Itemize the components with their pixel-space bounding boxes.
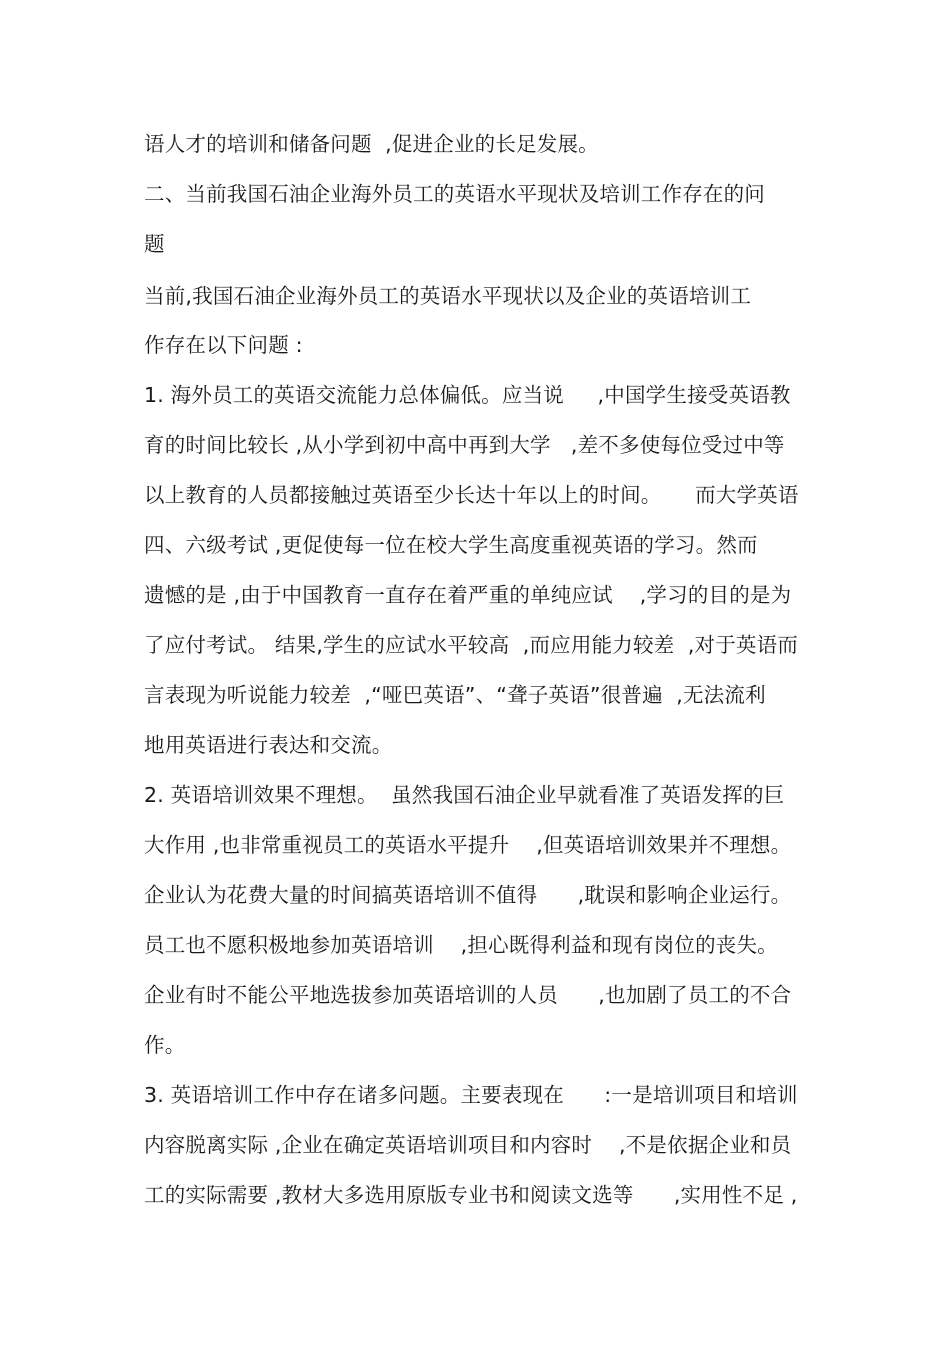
list-item-line: 2. 英语培训效果不理想。 虽然我国石油企业早就看准了英语发挥的巨 bbox=[144, 783, 785, 807]
list-item-line: 1. 海外员工的英语交流能力总体偏低。应当说 ,中国学生接受英语教 bbox=[144, 383, 791, 407]
text-line: 以上教育的人员都接触过英语至少长达十年以上的时间。 而大学英语 bbox=[144, 483, 799, 507]
text-line: 员工也不愿积极地参加英语培训 ,担心既得利益和现有岗位的丧失。 bbox=[144, 933, 778, 957]
text-line: 当前,我国石油企业海外员工的英语水平现状以及企业的英语培训工 bbox=[144, 284, 752, 308]
text-line: 内容脱离实际 ,企业在确定英语培训项目和内容时 ,不是依据企业和员 bbox=[144, 1133, 792, 1157]
text-line: 工的实际需要 ,教材大多选用原版专业书和阅读文选等 ,实用性不足 , bbox=[144, 1183, 798, 1207]
text-line: 遗憾的是 ,由于中国教育一直存在着严重的单纯应试 ,学习的目的是为 bbox=[144, 583, 792, 607]
text-line: 语人才的培训和储备问题 ,促进企业的长足发展。 bbox=[144, 132, 599, 156]
text-line: 作。 bbox=[144, 1033, 186, 1057]
text-line: 四、六级考试 ,更促使每一位在校大学生高度重视英语的学习。然而 bbox=[144, 533, 758, 557]
text-line: 企业有时不能公平地选拔参加英语培训的人员 ,也加剧了员工的不合 bbox=[144, 983, 792, 1007]
section-heading-line: 二、当前我国石油企业海外员工的英语水平现状及培训工作存在的问 bbox=[144, 182, 765, 206]
text-line: 地用英语进行表达和交流。 bbox=[144, 733, 393, 757]
list-item-line: 3. 英语培训工作中存在诸多问题。主要表现在 :一是培训项目和培训 bbox=[144, 1083, 798, 1107]
text-line: 企业认为花费大量的时间搞英语培训不值得 ,耽误和影响企业运行。 bbox=[144, 883, 792, 907]
text-line: 言表现为听说能力较差 ,“哑巴英语”、“聋子英语”很普遍 ,无法流利 bbox=[144, 683, 766, 707]
section-heading-line: 题 bbox=[144, 232, 165, 256]
text-line: 育的时间比较长 ,从小学到初中高中再到大学 ,差不多使每位受过中等 bbox=[144, 433, 785, 457]
text-line: 作存在以下问题 : bbox=[144, 333, 303, 357]
text-line: 了应付考试。 结果,学生的应试水平较高 ,而应用能力较差 ,对于英语而 bbox=[144, 633, 799, 657]
text-line: 大作用 ,也非常重视员工的英语水平提升 ,但英语培训效果并不理想。 bbox=[144, 833, 792, 857]
